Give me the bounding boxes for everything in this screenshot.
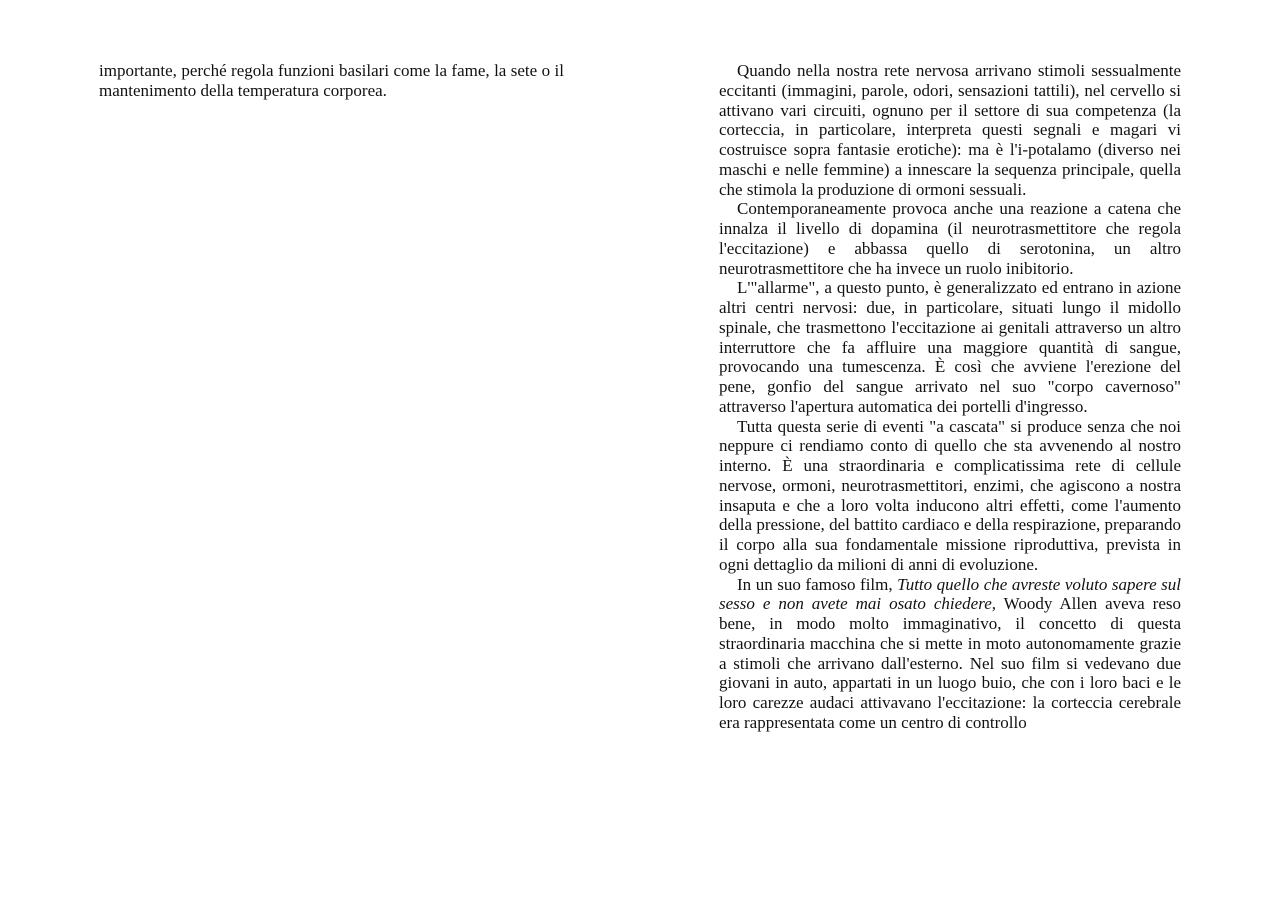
paragraph-rest: Woody Allen aveva reso bene, in modo molto immaginativo, il concetto di questa straordinaria macchina che si mette in moto autonomamente grazie a stimoli che arrivano dall'esterno. Nel suo film si vedevano due giovani in auto, appartati in un luogo buio, che con i loro baci e le loro carezze audaci attivavano l'eccitazione: la corteccia cerebrale era rappresentata come un centro di controllo xyxy=(719,594,1182,732)
paragraph-woody-allen xyxy=(719,575,1181,733)
left-page xyxy=(99,61,564,101)
paragraph-lead: In un suo famoso film, xyxy=(737,574,898,594)
film-title: Tutto quello che avreste voluto sapere sul sesso e non avete mai osato chiedere, xyxy=(719,574,1182,614)
paragraph-reazione-catena: Contemporaneamente provoca anche una reazione a catena che innalza il livello di dopamina (il neurotrasmettitore che regola l'eccitazione) e abbassa quello di serotonina, un altro neurotrasmettitore che ha invece un ruolo inibitorio. xyxy=(719,199,1181,278)
left-paragraph: importante, perché regola funzioni basilari come la fame, la sete o il mantenimento della temperatura corporea. xyxy=(99,61,564,100)
paragraph-stimoli: Quando nella nostra rete nervosa arrivano stimoli sessualmente eccitanti (immagini, parole, odori, sensazioni tattili), nel cervello si attivano vari circuiti, ognuno per il settore di sua competenza (la corteccia, in particolare, interpreta questi segnali e magari vi costruisce sopra fantasie erotiche): ma è l'i-potalamo (diverso nei maschi e nelle femmine) a innescare la sequenza principale, quella che stimola la produzione di ormoni sessuali. xyxy=(719,61,1181,199)
paragraph-allarme: L'"allarme", a questo punto, è generalizzato ed entrano in azione altri centri nervosi: due, in particolare, situati lungo il midollo spinale, che trasmettono l'eccitazione ai genitali attraverso un altro interruttore che fa affluire una maggiore quantità di sangue, provocando una tumescenza. È così che avviene l'erezione del pene, gonfio del sangue arrivato nel suo "corpo cavernoso" attraverso l'apertura automatica dei portelli d'ingresso. xyxy=(719,278,1181,416)
paragraph-eventi-cascata: Tutta questa serie di eventi "a cascata" si produce senza che noi neppure ci rendiamo conto di quello che sta avvenendo al nostro interno. È una straordinaria e complicatissima rete di cellule nervose, ormoni, neurotrasmettitori, enzimi, che agiscono a nostra insaputa e che a loro volta inducono altri effetti, come l'aumento della pressione, del battito cardiaco e della respirazione, preparando il corpo alla sua fondamentale missione riproduttiva, prevista in ogni dettaglio da milioni di anni di evoluzione. xyxy=(719,416,1181,574)
right-page xyxy=(719,61,1181,733)
